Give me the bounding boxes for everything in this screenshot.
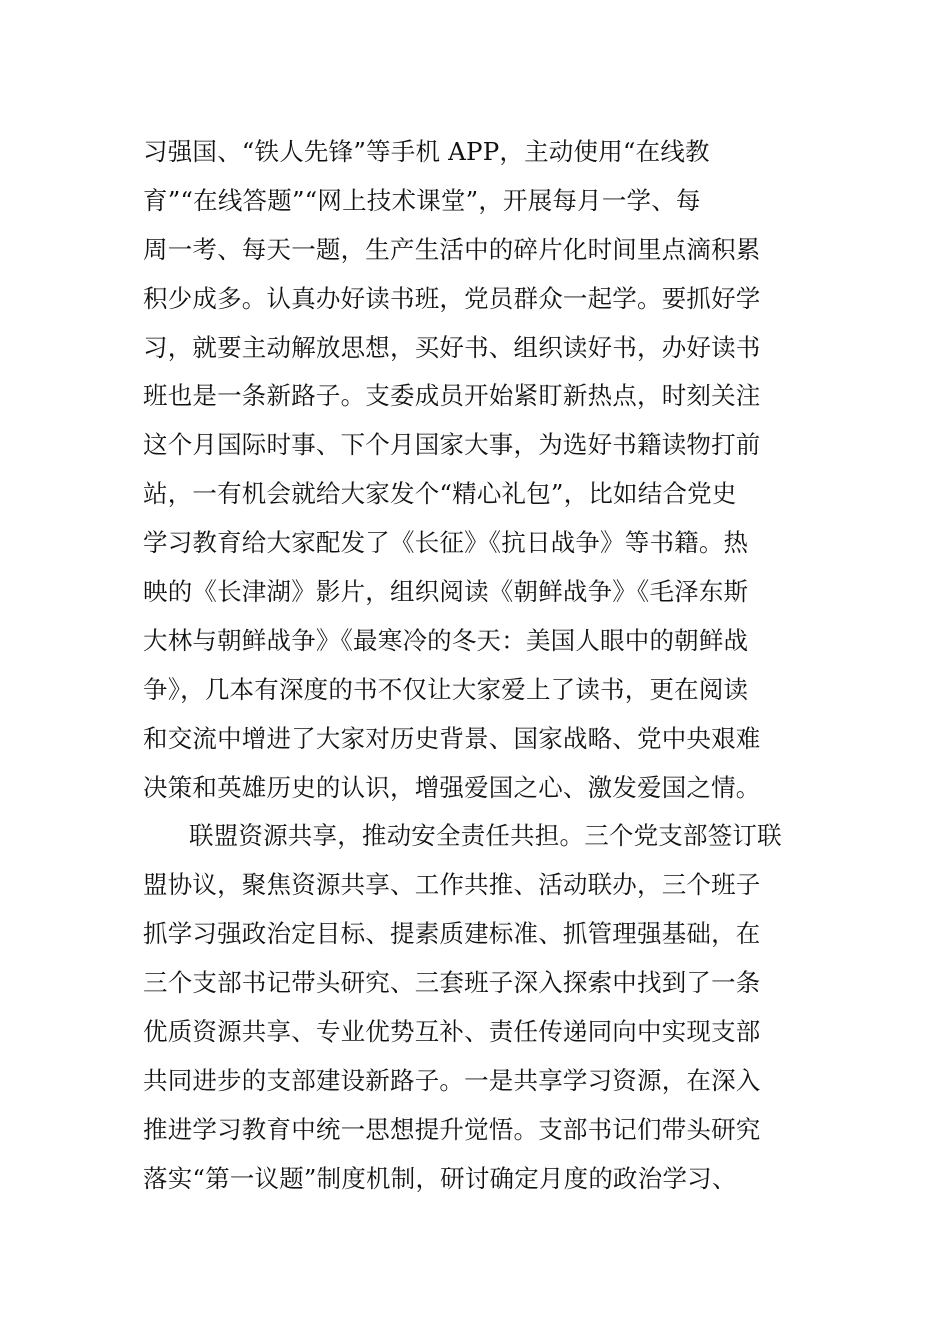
text-line: 推进学习教育中统一思想提升觉悟。支部书记们带头研究 bbox=[143, 1114, 761, 1144]
text-line: 和交流中增进了大家对历史背景、国家战略、党中央艰难 bbox=[143, 723, 761, 753]
document-body bbox=[143, 128, 813, 1204]
text-line: 习，就要主动解放思想，买好书、组织读好书，办好读书 bbox=[143, 332, 761, 362]
text-line: 这个月国际时事、下个月国家大事，为选好书籍读物打前 bbox=[143, 430, 761, 460]
text-line: 大林与朝鲜战争》《最寒冷的冬天：美国人眼中的朝鲜战 bbox=[143, 625, 749, 655]
text-line: 盟协议，聚焦资源共享、工作共推、活动联办，三个班子 bbox=[143, 870, 761, 900]
text-line: 积少成多。认真办好读书班，党员群众一起学。要抓好学 bbox=[143, 283, 761, 313]
paragraph-1 bbox=[143, 128, 813, 812]
text-line: 共同进步的支部建设新路子。一是共享学习资源，在深入 bbox=[143, 1065, 761, 1095]
text-line: 育”“在线答题”“网上技术课堂”，开展每月一学、每 bbox=[143, 185, 701, 215]
text-line: 落实“第一议题”制度机制，研讨确定月度的政治学习、 bbox=[143, 1163, 737, 1193]
text-line-first: 联盟资源共享，推动安全责任共担。三个党支部签订联 bbox=[189, 821, 782, 851]
text-line: 站，一有机会就给大家发个“精心礼包”，比如结合党史 bbox=[143, 479, 737, 509]
paragraph-2 bbox=[143, 812, 813, 1203]
text-line: 映的《长津湖》影片，组织阅读《朝鲜战争》《毛泽东斯 bbox=[143, 577, 749, 607]
text-line: 抓学习强政治定目标、提素质建标准、抓管理强基础，在 bbox=[143, 919, 761, 949]
text-line: 争》，几本有深度的书不仅让大家爱上了读书，更在阅读 bbox=[143, 674, 749, 704]
text-line: 决策和英雄历史的认识，增强爱国之心、激发爱国之情。 bbox=[143, 772, 761, 802]
text-line: 三个支部书记带头研究、三套班子深入探索中找到了一条 bbox=[143, 968, 761, 998]
text-line: 班也是一条新路子。支委成员开始紧盯新热点，时刻关注 bbox=[143, 381, 761, 411]
text-line: 学习教育给大家配发了《长征》《抗日战争》等书籍。热 bbox=[143, 528, 749, 558]
text-line: 周一考、每天一题，生产生活中的碎片化时间里点滴积累 bbox=[143, 234, 761, 264]
text-line: 优质资源共享、专业优势互补、责任传递同向中实现支部 bbox=[143, 1017, 761, 1047]
text-line: 习强国、“铁人先锋”等手机 APP，主动使用“在线教 bbox=[143, 137, 710, 166]
